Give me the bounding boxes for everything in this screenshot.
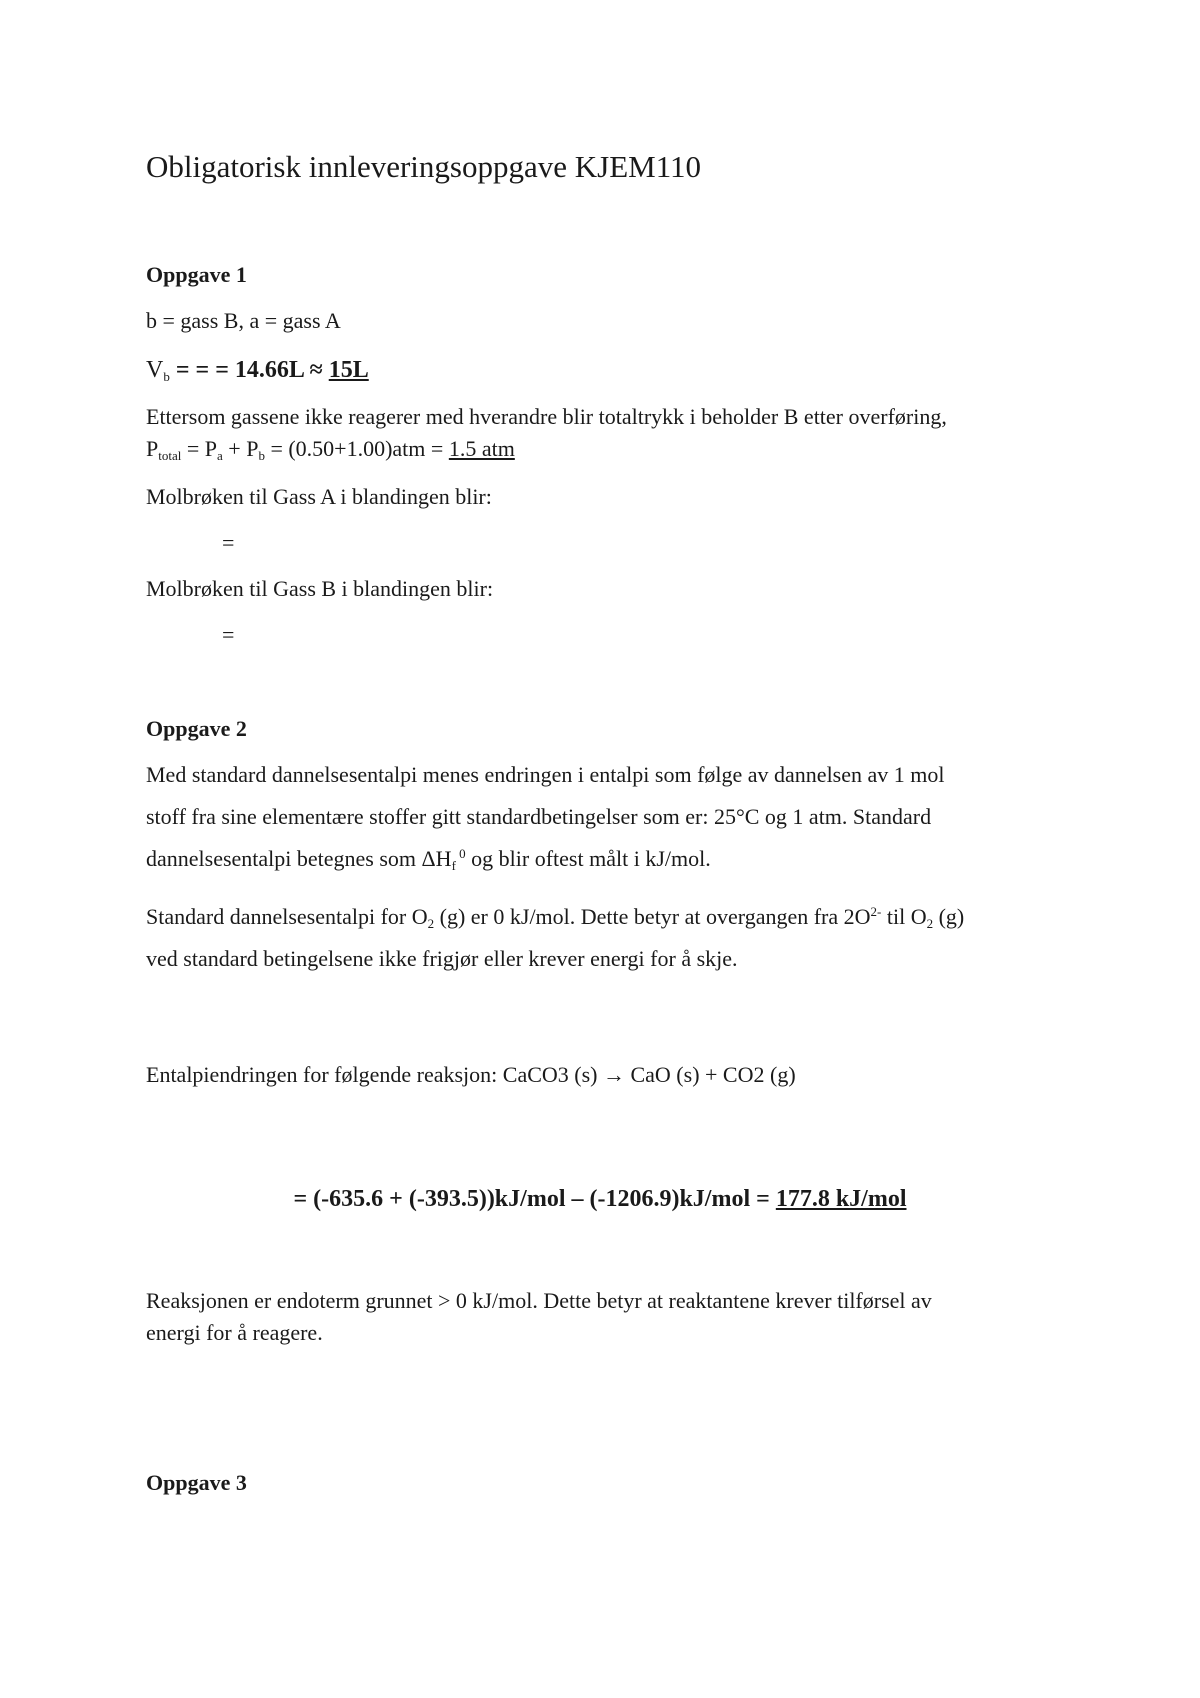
pressure-intro: Ettersom gassene ikke reagerer med hverandre blir totaltrykk i beholder B etter overføring, — [146, 404, 947, 429]
p-b-sub: b — [258, 448, 265, 463]
para2-sup: 2- — [870, 904, 882, 919]
calc-main: = (-635.6 + (-393.5))kJ/mol – (-1206.9)kJ/mol = — [293, 1186, 776, 1212]
vb-symbol: V — [146, 357, 164, 383]
vb-result: 15L — [328, 357, 369, 383]
pressure-equation — [146, 436, 515, 464]
task2-para1-line3 — [146, 846, 711, 874]
volume-equation — [146, 356, 369, 385]
conclusion-line1: Reaksjonen er endoterm grunnet > 0 kJ/mol. Dette betyr at reaktantene krever tilførsel av — [146, 1288, 932, 1313]
document-title: Obligatorisk innleveringsoppgave KJEM110 — [146, 149, 702, 184]
vb-subscript: b — [163, 369, 170, 384]
calc-result: 177.8 kJ/mol — [775, 1186, 907, 1212]
p-symbol: P — [146, 436, 159, 461]
gas-definition: b = gass B, a = gass A — [146, 308, 341, 333]
molfraction-b-text: Molbrøken til Gass B i blandingen blir: — [146, 576, 494, 601]
para1-line3-sup: 0 — [455, 846, 466, 861]
para2-text-c: til O — [881, 904, 927, 929]
task1-heading: Oppgave 1 — [146, 262, 247, 287]
para2-sub2: 2 — [926, 916, 934, 931]
p-eq-part1: = P — [181, 436, 218, 461]
para2-text-b: (g) er 0 kJ/mol. Dette betyr at overgangen fra 2O — [434, 904, 871, 929]
para2-text-d: (g) — [933, 904, 965, 929]
task2-para2-line2: ved standard betingelsene ikke frigjør eller krever energi for å skje. — [146, 946, 738, 971]
p-eq-part3: = (0.50+1.00)atm = — [264, 436, 449, 461]
task3-heading: Oppgave 3 — [146, 1470, 247, 1495]
molfraction-b-equals: = — [222, 622, 235, 647]
p-total-sub: total — [158, 448, 182, 463]
task2-para1-line2: stoff fra sine elementære stoffer gitt standardbetingelser som er: 25°C og 1 atm. Standard — [146, 804, 932, 829]
p-eq-part2: + P — [222, 436, 259, 461]
p-a-sub: a — [217, 448, 223, 463]
molfraction-a-equals: = — [222, 530, 235, 555]
task2-heading: Oppgave 2 — [146, 716, 247, 741]
enthalpy-calculation — [0, 1186, 1200, 1213]
task2-para2-line1 — [146, 904, 964, 932]
conclusion-line2: energi for å reagere. — [146, 1320, 323, 1345]
para1-line3-sub: f — [451, 858, 456, 873]
para2-text-a: Standard dannelsesentalpi for O — [146, 904, 428, 929]
p-result: 1.5 atm — [448, 436, 515, 461]
reaction-line: Entalpiendringen for følgende reaksjon: CaCO3 (s) → CaO (s) + CO2 (g) — [146, 1062, 796, 1087]
para1-line3-text-b: og blir oftest målt i kJ/mol. — [465, 846, 711, 871]
para1-line3-text-a: dannelsesentalpi betegnes som ΔH — [146, 846, 452, 871]
vb-middle: = = = 14.66L ≈ — [169, 357, 329, 383]
para2-sub1: 2 — [427, 916, 435, 931]
molfraction-a-text: Molbrøken til Gass A i blandingen blir: — [146, 484, 492, 509]
task2-para1-line1: Med standard dannelsesentalpi menes endringen i entalpi som følge av dannelsen av 1 mol — [146, 762, 945, 787]
